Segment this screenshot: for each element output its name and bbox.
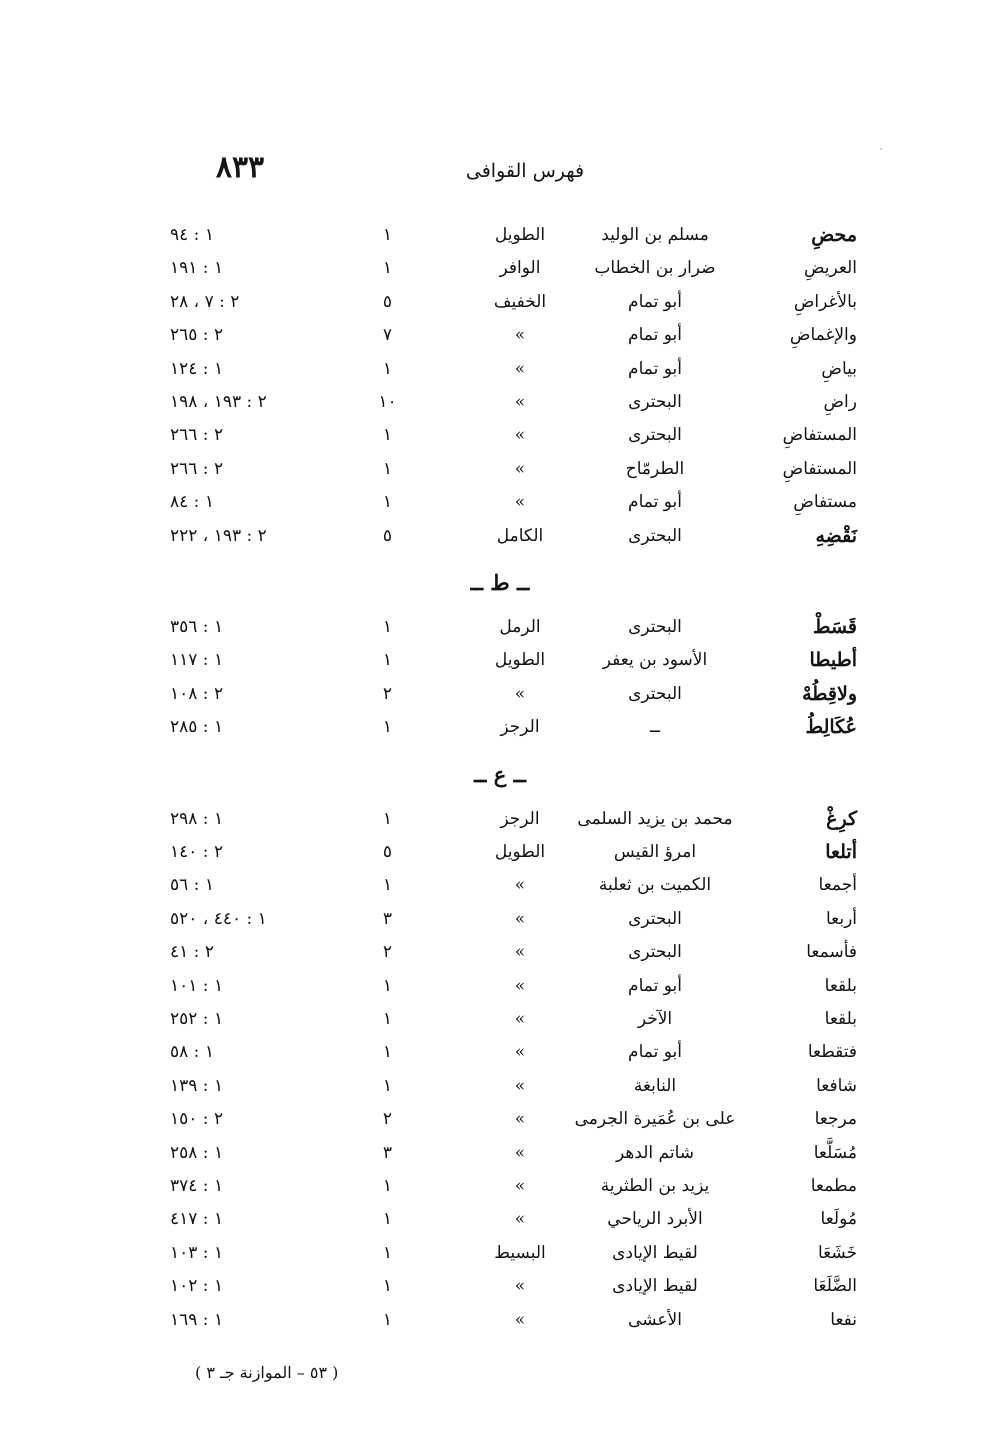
verse-count: ١ [382,358,393,379]
poet-name: أبو تمام [628,291,682,312]
volume-page-ref: ١ : ١١٧ [170,650,224,671]
rhyme-word: مُسَلَّعا [813,1142,857,1163]
verse-count: ١ [382,225,393,245]
rhyme-word: خَشَعَا [817,1242,857,1263]
poet-name: البحترى [628,683,682,704]
index-row [0,520,1005,552]
volume-page-ref: ٢ : ٤١ [170,942,214,963]
index-row [0,1137,1005,1169]
poet-name: أبو تمام [628,325,682,346]
verse-count: ٣ [382,1142,393,1163]
page-number: ٨٣٣ [215,150,265,185]
verse-count: ١ [382,1075,393,1096]
poet-name: البحترى [628,942,682,963]
poet-name: مسلم بن الوليد [601,225,709,245]
verse-count: ١ [382,875,393,896]
rhyme-word: قَسَطْ [812,616,857,638]
index-row [0,1036,1005,1068]
rhyme-word: محضِ [811,224,857,246]
page-title: فهرس القوافى [465,160,585,182]
meter-name: » [514,1142,526,1163]
volume-page-ref: ١ : ٨٤ [170,492,214,513]
verse-count: ٧ [382,325,393,346]
volume-page-ref: ٢ : ٢٦٥ [170,325,224,346]
rhyme-word: المستفاضِ [782,458,857,479]
volume-page-ref: ١ : ٢٩٨ [170,808,224,829]
verse-count: ١ [382,1176,393,1196]
index-row [0,453,1005,485]
volume-page-ref: ٢ : ٢٦٦ [170,458,224,479]
index-row [0,386,1005,418]
rhyme-word: مستفاضِ [793,492,857,513]
rhyme-word: والإغماضِ [789,325,857,346]
verse-count: ١ [382,1009,393,1029]
meter-name: » [514,1309,526,1330]
rhyme-word: ولاقِطُهْ [802,682,857,705]
volume-page-ref: ١ : ٢٥٨ [170,1142,224,1163]
poet-name: أبو تمام [628,358,682,379]
index-row [0,486,1005,518]
verse-count: ١ [382,808,393,829]
index-row [0,970,1005,1002]
poet-name: البحترى [628,392,682,412]
index-row [0,836,1005,868]
verse-count: ١ [382,458,393,479]
volume-page-ref: ٢ : ١٩٣ ، ١٩٨ [170,392,267,412]
index-row [0,1103,1005,1135]
volume-page-ref: ١ : ١٦٩ [170,1309,224,1330]
verse-count: ٥ [382,525,393,546]
volume-page-ref: ١ : ١٠١ [170,975,224,996]
verse-count: ١ [382,258,393,279]
poet-name: البحترى [628,425,682,446]
index-row [0,611,1005,643]
rhyme-word: مطمعا [810,1176,857,1196]
index-row [0,936,1005,968]
rhyme-word: الضَّلَعَا [813,1276,857,1297]
index-row [0,1237,1005,1269]
index-row [0,903,1005,935]
volume-page-ref: ١ : ١٠٣ [170,1242,224,1263]
poet-name: على بن عُمَيرة الجرمى [574,1109,736,1130]
verse-count: ١ [382,1242,393,1263]
volume-page-ref: ١ : ٢٥٢ [170,1009,224,1029]
section-heading: ــ ع ــ [474,761,526,787]
rhyme-word: أتلعا [825,841,857,863]
rhyme-word: مُولَعا [820,1209,857,1230]
scan-speck [880,148,882,150]
volume-page-ref: ٢ : ١٥٠ [170,1109,224,1130]
verse-count: ٥ [382,842,393,862]
index-row [0,353,1005,385]
meter-name: الخفيف [493,291,547,312]
volume-page-ref: ١ : ١٠٢ [170,1276,224,1297]
poet-name: الأبرد الرياحي [607,1209,703,1230]
index-row [0,803,1005,835]
volume-page-ref: ١ : ١٣٩ [170,1075,224,1096]
volume-page-ref: ١ : ٣٥٦ [170,617,224,637]
meter-name: الطويل [494,842,546,862]
poet-name: يزيد بن الطثرية [600,1176,710,1196]
meter-name: » [514,1276,526,1297]
index-row [0,1270,1005,1302]
meter-name: الوافر [499,258,541,279]
poet-name: أبو تمام [628,492,682,513]
meter-name: الرمل [499,617,541,637]
volume-page-ref: ٢ : ١٠٨ [170,683,224,704]
meter-name: » [514,1176,526,1196]
rhyme-word: بلقعا [824,975,857,996]
meter-name: » [514,1009,526,1029]
verse-count: ٢ [382,1109,393,1130]
index-row [0,678,1005,710]
meter-name: » [514,425,526,446]
volume-page-ref: ١ : ٤٤٠ ، ٥٢٠ [170,908,267,929]
volume-page-ref: ١ : ١٢٤ [170,358,224,379]
verse-count: ١ [382,650,393,671]
verse-count: ١ [382,717,393,738]
rhyme-word: أجمعا [818,875,857,896]
index-row [0,644,1005,676]
poet-name: الآخر [637,1009,673,1029]
rhyme-word: مرجعا [814,1109,857,1130]
poet-name: الطرمّاح [625,458,685,479]
rhyme-word: عُكَالِطُ [805,716,857,739]
volume-page-ref: ١ : ٢٨٥ [170,717,224,738]
index-row [0,252,1005,284]
volume-page-ref: ١ : ٥٦ [170,875,214,896]
meter-name: » [514,942,526,963]
poet-name: أبو تمام [628,975,682,996]
index-row [0,219,1005,251]
index-row [0,869,1005,901]
poet-name: لقيط الإيادى [612,1276,698,1297]
verse-count: ٢ [382,942,393,963]
rhyme-word: فتقطعا [807,1042,857,1063]
poet-name: شاتم الدهر [615,1142,695,1163]
verse-count: ١ [382,617,393,637]
meter-name: » [514,1209,526,1230]
poet-name: النابغة [633,1075,677,1096]
rhyme-word: نفعا [830,1309,857,1330]
verse-count: ١ [382,492,393,513]
poet-name: البحترى [628,908,682,929]
rhyme-word: بياضِ [821,358,857,379]
poet-name: ضرار بن الخطاب [594,258,716,279]
meter-name: » [514,1042,526,1063]
footer-signature: ( ٥٣ – الموازنة جـ ٣ ) [195,1363,339,1382]
meter-name: » [514,875,526,896]
meter-name: » [514,358,526,379]
meter-name: » [514,975,526,996]
meter-name: الطويل [494,225,546,245]
index-row [0,419,1005,451]
volume-page-ref: ١ : ١٩١ [170,258,224,279]
poet-name: لقيط الإيادى [612,1242,698,1263]
poet-name: الأسود بن يعفر [602,650,708,671]
meter-name: » [514,908,526,929]
poet-name: البحترى [628,617,682,637]
index-row [0,1203,1005,1235]
poet-name: الأعشى [628,1309,682,1330]
verse-count: ٢ [382,683,393,704]
meter-name: البسيط [494,1242,546,1263]
verse-count: ١ [382,1276,393,1297]
meter-name: » [514,1109,526,1130]
rhyme-word: شافعا [816,1075,857,1096]
section-heading: ــ ط ــ [470,570,530,595]
verse-count: ١ [382,975,393,996]
volume-page-ref: ٢ : ١٤٠ [170,842,224,862]
poet-name: أبو تمام [628,1042,682,1063]
meter-name: » [514,1075,526,1096]
rhyme-word: نَقْضِهِ [815,524,857,547]
index-row [0,286,1005,318]
volume-page-ref: ١ : ٤١٧ [170,1209,224,1230]
meter-name: الكامل [496,525,544,546]
meter-name: » [514,492,526,513]
verse-count: ١ [382,1309,393,1330]
rhyme-word: بالأغراضِ [793,291,857,312]
index-row [0,1070,1005,1102]
poet-name: محمد بن يزيد السلمى [577,808,733,829]
poet-name: البحترى [628,525,682,546]
verse-count: ٥ [382,291,393,312]
rhyme-word: بلقعا [824,1009,857,1029]
index-row [0,1304,1005,1336]
volume-page-ref: ٢ : ٢٦٦ [170,425,224,446]
rhyme-word: أربعا [825,908,857,929]
meter-name: » [514,325,526,346]
verse-count: ١٠ [378,392,397,412]
verse-count: ٣ [382,908,393,929]
volume-page-ref: ١ : ٣٧٤ [170,1176,224,1196]
meter-name: » [514,458,526,479]
rhyme-word: فأسمعا [806,942,857,963]
rhyme-word: كرِغْ [826,807,857,830]
meter-name: الطويل [494,650,546,671]
poet-name: امرؤ القيس [613,842,697,862]
index-row [0,1170,1005,1202]
rhyme-word: راضِ [823,392,857,412]
rhyme-word: أطيطا [809,649,857,672]
volume-page-ref: ٢ : ١٩٣ ، ٢٢٢ [170,525,267,546]
volume-page-ref: ٢ : ٧ ، ٢٨ [170,291,240,312]
index-row [0,711,1005,743]
meter-name: الرجز [500,717,540,738]
volume-page-ref: ١ : ٩٤ [170,225,214,245]
meter-name: » [514,392,526,412]
poet-name: الكميت بن ثعلبة [598,875,712,896]
meter-name: الرجز [500,808,540,829]
verse-count: ١ [382,425,393,446]
index-row [0,1003,1005,1035]
volume-page-ref: ١ : ٥٨ [170,1042,214,1063]
rhyme-word: المستفاضِ [782,425,857,446]
verse-count: ١ [382,1042,393,1063]
rhyme-word: العريضِ [803,258,857,279]
meter-name: » [514,683,526,704]
poet-name: ــ [650,717,660,738]
verse-count: ١ [382,1209,393,1230]
index-row [0,319,1005,351]
